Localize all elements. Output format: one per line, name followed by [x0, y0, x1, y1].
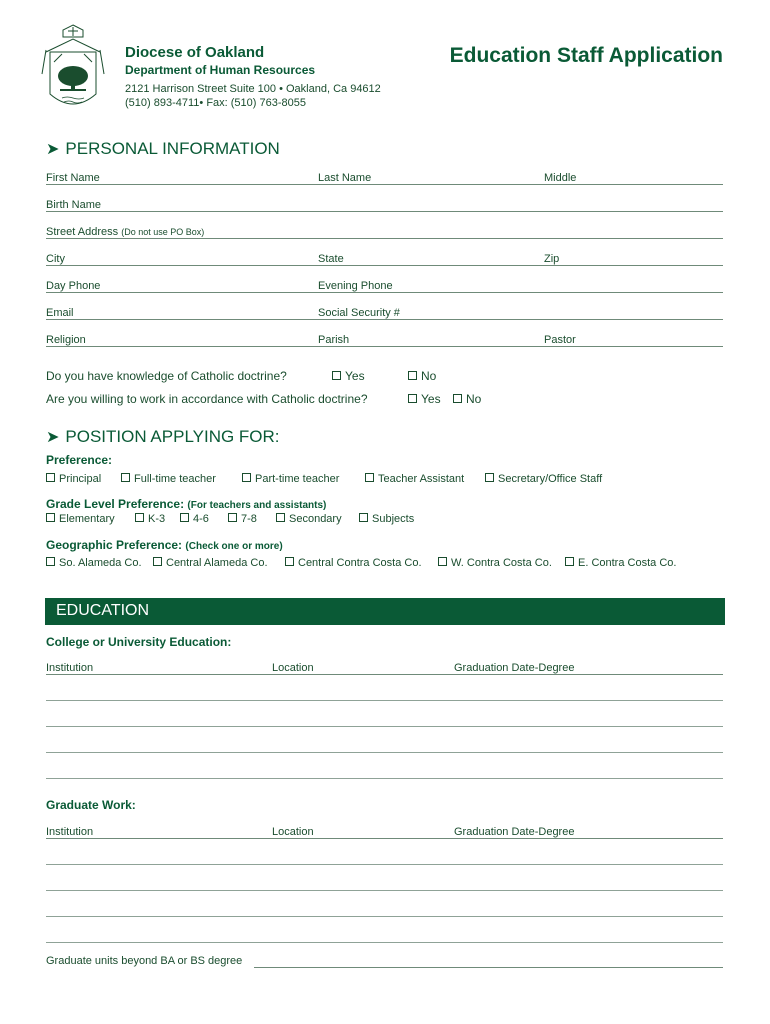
field-line-phones[interactable] — [46, 292, 723, 293]
checkbox-region-central-contra-costa[interactable] — [285, 557, 422, 569]
checkbox-label: K-3 — [148, 513, 166, 525]
checkbox-label: Full-time teacher — [134, 473, 216, 485]
arrow-right-icon: ➤ — [46, 429, 60, 446]
checkbox-grade-elementary[interactable] — [46, 513, 115, 525]
checkbox-label: So. Alameda Co. — [59, 557, 142, 569]
col-institution: Institution — [46, 826, 94, 838]
checkbox-icon[interactable] — [46, 473, 55, 482]
college-row-line[interactable] — [46, 726, 723, 727]
col-location: Location — [272, 662, 314, 674]
label-ssn: Social Security # — [318, 307, 400, 319]
label-geographic — [46, 538, 283, 552]
checkbox-label: No — [421, 369, 437, 383]
label-street-address — [46, 226, 204, 238]
checkbox-label: Elementary — [59, 513, 115, 525]
question-doctrine-willing: Are you willing to work in accordance with Catholic doctrine? — [46, 392, 368, 406]
field-line-email-ssn[interactable] — [46, 319, 723, 320]
field-line-religion[interactable] — [46, 346, 723, 347]
checkbox-label: No — [466, 392, 482, 406]
checkbox-region-e-contra-costa[interactable] — [565, 557, 676, 569]
section-heading-personal — [46, 139, 280, 159]
label-grade-note: (For teachers and assistants) — [187, 500, 327, 511]
checkbox-q1-yes[interactable] — [332, 369, 365, 383]
checkbox-icon[interactable] — [242, 473, 251, 482]
label-college: College or University Education: — [46, 635, 232, 649]
checkbox-label: Central Alameda Co. — [166, 557, 268, 569]
label-city: City — [46, 253, 65, 265]
label-day-phone: Day Phone — [46, 280, 101, 292]
label-email: Email — [46, 307, 74, 319]
checkbox-icon[interactable] — [285, 557, 294, 566]
graduate-row-line[interactable] — [46, 942, 723, 943]
checkbox-grade-subjects[interactable] — [359, 513, 414, 525]
org-name: Diocese of Oakland — [125, 44, 265, 61]
graduate-row-line[interactable] — [46, 864, 723, 865]
checkbox-preference-secretary[interactable] — [485, 473, 602, 485]
label-graduate-work: Graduate Work: — [46, 798, 136, 812]
college-row-line[interactable] — [46, 752, 723, 753]
checkbox-label: 4-6 — [193, 513, 209, 525]
field-line-birth-name[interactable] — [46, 211, 723, 212]
label-graduate-units: Graduate units beyond BA or BS degree — [46, 955, 243, 967]
label-street-note: (Do not use PO Box) — [121, 227, 205, 237]
label-parish: Parish — [318, 334, 350, 346]
checkbox-grade-k3[interactable] — [135, 513, 165, 525]
checkbox-label: Subjects — [372, 513, 415, 525]
checkbox-icon[interactable] — [135, 513, 144, 522]
section-heading-education: EDUCATION — [56, 602, 150, 619]
checkbox-preference-assistant[interactable] — [365, 473, 464, 485]
college-row-line[interactable] — [46, 674, 723, 675]
checkbox-icon[interactable] — [276, 513, 285, 522]
checkbox-preference-principal[interactable] — [46, 473, 101, 485]
label-last-name: Last Name — [318, 172, 372, 184]
label-geographic-note: (Check one or more) — [185, 541, 283, 552]
checkbox-icon[interactable] — [121, 473, 130, 482]
field-line-name[interactable] — [46, 184, 723, 185]
checkbox-label: Secretary/Office Staff — [498, 473, 603, 485]
label-preference: Preference: — [46, 453, 113, 467]
col-location: Location — [272, 826, 314, 838]
label-state: State — [318, 253, 344, 265]
checkbox-preference-parttime[interactable] — [242, 473, 339, 485]
label-pastor: Pastor — [544, 334, 576, 346]
label-birth-name: Birth Name — [46, 199, 102, 211]
checkbox-label: Part-time teacher — [255, 473, 340, 485]
checkbox-label: Secondary — [289, 513, 342, 525]
checkbox-label: Principal — [59, 473, 102, 485]
checkbox-icon[interactable] — [365, 473, 374, 482]
checkbox-label: Yes — [345, 369, 365, 383]
section-heading-position — [46, 427, 280, 447]
checkbox-icon[interactable] — [453, 394, 462, 403]
graduate-row-line[interactable] — [46, 838, 723, 839]
checkbox-icon[interactable] — [46, 557, 55, 566]
checkbox-label: Central Contra Costa Co. — [298, 557, 422, 569]
label-grade-level-text: Grade Level Preference: — [46, 497, 185, 511]
form-title: Education Staff Application — [449, 44, 723, 67]
checkbox-q2-no[interactable] — [453, 392, 481, 406]
checkbox-region-w-contra-costa[interactable] — [438, 557, 552, 569]
org-address: 2121 Harrison Street Suite 100 • Oakland, Ca 94612 — [125, 83, 381, 95]
field-line-city-state-zip[interactable] — [46, 265, 723, 266]
checkbox-icon[interactable] — [180, 513, 189, 522]
label-religion: Religion — [46, 334, 86, 346]
diocese-seal-icon — [40, 22, 106, 116]
label-zip: Zip — [544, 253, 560, 265]
checkbox-icon[interactable] — [359, 513, 368, 522]
field-line-street-address[interactable] — [46, 238, 723, 239]
checkbox-icon[interactable] — [332, 371, 341, 380]
graduate-row-line[interactable] — [46, 890, 723, 891]
question-doctrine-knowledge: Do you have knowledge of Catholic doctrine? — [46, 369, 287, 383]
section-heading-position-text: POSITION APPLYING FOR: — [65, 427, 280, 446]
department-name: Department of Human Resources — [125, 63, 316, 77]
checkbox-label: E. Contra Costa Co. — [578, 557, 677, 569]
col-institution: Institution — [46, 662, 94, 674]
checkbox-q1-no[interactable] — [408, 369, 436, 383]
field-line-graduate-units[interactable] — [254, 967, 723, 968]
col-graduation: Graduation Date-Degree — [454, 826, 575, 838]
checkbox-grade-46[interactable] — [180, 513, 209, 525]
checkbox-label: W. Contra Costa Co. — [451, 557, 552, 569]
checkbox-grade-78[interactable] — [228, 513, 257, 525]
checkbox-q2-yes[interactable] — [408, 392, 441, 406]
college-row-line[interactable] — [46, 700, 723, 701]
checkbox-icon[interactable] — [408, 394, 417, 403]
col-graduation: Graduation Date-Degree — [454, 662, 575, 674]
checkbox-icon[interactable] — [565, 557, 574, 566]
checkbox-icon[interactable] — [485, 473, 494, 482]
checkbox-icon[interactable] — [228, 513, 237, 522]
section-heading-personal-text: PERSONAL INFORMATION — [65, 139, 280, 158]
college-row-line[interactable] — [46, 778, 723, 779]
label-evening-phone: Evening Phone — [318, 280, 393, 292]
graduate-row-line[interactable] — [46, 916, 723, 917]
label-first-name: First Name — [46, 172, 100, 184]
checkbox-icon[interactable] — [438, 557, 447, 566]
label-geographic-text: Geographic Preference: — [46, 538, 183, 552]
arrow-right-icon: ➤ — [46, 141, 60, 158]
checkbox-label: 7-8 — [241, 513, 257, 525]
checkbox-label: Yes — [421, 392, 441, 406]
checkbox-icon[interactable] — [46, 513, 55, 522]
label-grade-level — [46, 497, 326, 511]
checkbox-region-central-alameda[interactable] — [153, 557, 268, 569]
checkbox-icon[interactable] — [408, 371, 417, 380]
checkbox-preference-fulltime[interactable] — [121, 473, 216, 485]
label-street-address-text: Street Address — [46, 226, 119, 238]
checkbox-region-so-alameda[interactable] — [46, 557, 142, 569]
checkbox-label: Teacher Assistant — [378, 473, 465, 485]
checkbox-grade-secondary[interactable] — [276, 513, 342, 525]
checkbox-icon[interactable] — [153, 557, 162, 566]
label-middle: Middle — [544, 172, 577, 184]
org-phone-fax: (510) 893-4711• Fax: (510) 763-8055 — [125, 97, 306, 109]
